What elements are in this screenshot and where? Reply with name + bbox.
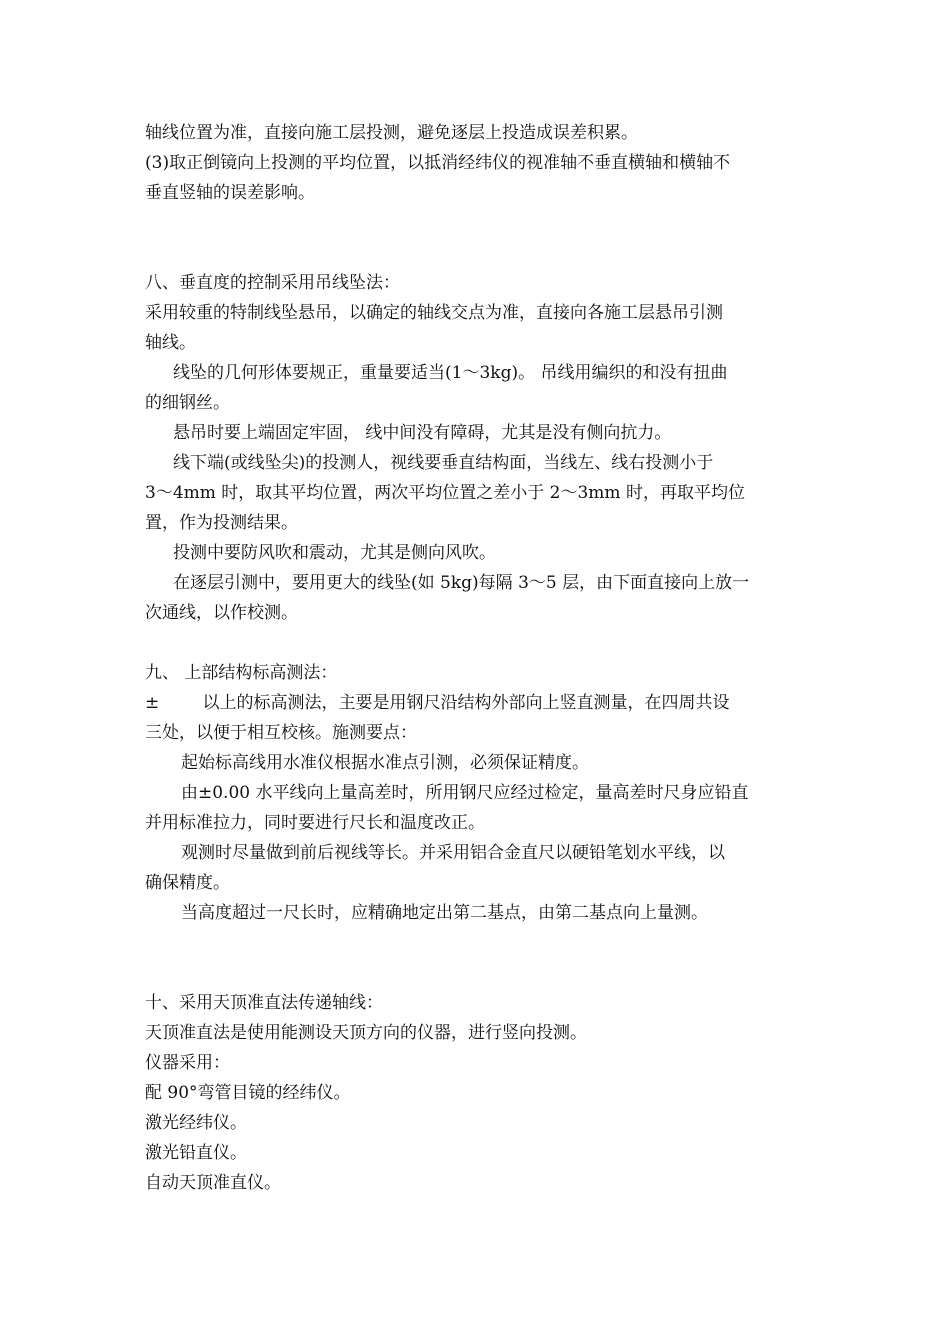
text-line: 的细钢丝。: [145, 393, 230, 413]
text-line: 3～4mm 时，取其平均位置，两次平均位置之差小于 2～3mm 时，再取平均位: [145, 483, 745, 503]
text-line: 当高度超过一尺长时，应精确地定出第二基点，由第二基点向上量测。: [181, 903, 708, 923]
spacer: [145, 208, 810, 268]
text-line: 由±0.00 水平线向上量高差时，所用钢尺应经过检定，量高差时尺身应铅直: [181, 783, 749, 803]
continuation-block: [145, 118, 810, 208]
list-item: 自动天顶准直仪。: [145, 1173, 281, 1193]
list-item: 配 90°弯管目镜的经纬仪。: [145, 1083, 351, 1103]
text-line: 观测时尽量做到前后视线等长。并采用铝合金直尺以硬铅笔划水平线，以: [181, 843, 725, 863]
spacer: [145, 628, 810, 658]
document-page: [145, 118, 810, 1198]
text-line: 线下端(或线坠尖)的投测人，视线要垂直结构面，当线左、线右投测小于: [173, 453, 714, 473]
section-heading: 八、垂直度的控制采用吊线坠法：: [145, 273, 400, 293]
section-heading: 十、采用天顶准直法传递轴线：: [145, 993, 383, 1013]
spacer: [145, 928, 810, 988]
text-line: 并用标准拉力，同时要进行尺长和温度改正。: [145, 813, 485, 833]
text-line: 起始标高线用水准仪根据水准点引测，必须保证精度。: [181, 753, 589, 773]
list-item: 激光经纬仪。: [145, 1113, 247, 1133]
section-heading: 九、 上部结构标高测法：: [145, 663, 338, 683]
list-item: 激光铅直仪。: [145, 1143, 247, 1163]
text-line: 垂直竖轴的误差影响。: [145, 183, 315, 203]
section-10: [145, 988, 810, 1198]
text-line: 轴线。: [145, 333, 196, 353]
text-line: 采用较重的特制线坠悬吊，以确定的轴线交点为准，直接向各施工层悬吊引测: [145, 303, 723, 323]
text-line: 投测中要防风吹和震动，尤其是侧向风吹。: [173, 543, 496, 563]
text-line: ± 以上的标高测法，主要是用钢尺沿结构外部向上竖直测量，在四周共设: [145, 693, 730, 713]
text-line: 悬吊时要上端固定牢固， 线中间没有障碍，尤其是没有侧向抗力。: [173, 423, 672, 443]
text-line: 天顶准直法是使用能测设天顶方向的仪器，进行竖向投测。: [145, 1023, 587, 1043]
text-line: 三处，以便于相互校核。施测要点：: [145, 723, 417, 743]
text-line: 轴线位置为准，直接向施工层投测，避免逐层上投造成误差积累。: [145, 123, 638, 143]
text-line: 次通线，以作校测。: [145, 603, 298, 623]
text-line: (3)取正倒镜向上投测的平均位置，以抵消经纬仪的视准轴不垂直横轴和横轴不: [145, 153, 731, 173]
section-8: [145, 268, 810, 628]
text-line: 线坠的几何形体要规正，重量要适当(1～3kg)。 吊线用编织的和没有扭曲: [173, 363, 728, 383]
text-line: 仪器采用：: [145, 1053, 230, 1073]
section-9: [145, 658, 810, 928]
text-line: 确保精度。: [145, 873, 230, 893]
text-line: 在逐层引测中，要用更大的线坠(如 5kg)每隔 3～5 层，由下面直接向上放一: [173, 573, 750, 593]
text-line: 置，作为投测结果。: [145, 513, 298, 533]
